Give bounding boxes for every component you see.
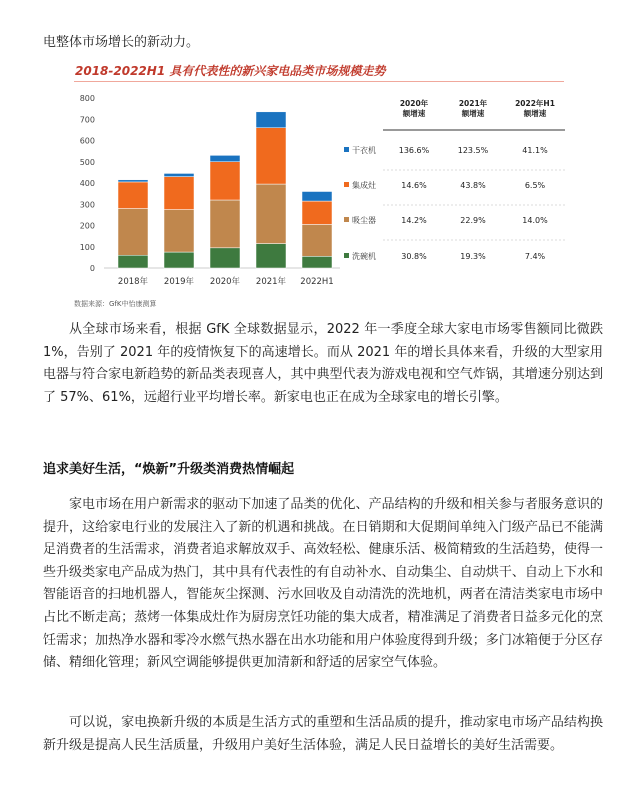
bar-吸尘器-2021年 bbox=[256, 184, 286, 244]
table-cell: 43.8% bbox=[460, 181, 486, 190]
table-cell: 30.8% bbox=[401, 252, 427, 261]
x-tick-label: 2020年 bbox=[209, 277, 241, 287]
x-tick-label: 2022H1 bbox=[300, 277, 334, 287]
table-cell: 6.5% bbox=[524, 181, 546, 190]
table-cell: 136.6% bbox=[398, 146, 430, 155]
bar-集成灶-2020年 bbox=[210, 162, 240, 200]
x-tick-label: 2021年 bbox=[255, 277, 287, 287]
bar-集成灶-2022H1 bbox=[302, 201, 332, 224]
paragraph-upgrade-demand: 家电市场在用户新需求的驱动下加速了品类的优化、产品结构的升级和相关参与者服务意识的提升，这给家电行业的发展注入了新的机遇和挑战。在日销期和大促期间单纯入门级产品已不能满足消费者的生活需求，消费者追求解放双手、高效轻松、健康乐活、极简精致的生活趋势，使得一些升级类家电产品成为热门，其中具有代表性的有自动补水、自动集尘、自动烘干、自动上下水和智能语音的扫地机器人，智能灰尘探测、污水回收及自动清洗的洗地机，两者在清洁类家电市场中占比不断走高；蒸烤一体集成灶作为厨房烹饪功能的集大成者，精准满足了消费者日益多元化的烹饪需求；加热净水器和零冷水燃气热水器在出水功能和用户体验度得到升级；多门冰箱便于分区存储、精细化管理；新风空调能够提供更加清新和舒适的居家空气体验。 bbox=[43, 497, 603, 671]
paragraph-global-market: 从全球市场来看，根据 GfK 全球数据显示，2022 年一季度全球大家电市场零售额同比微跌 1%，告别了 2021 年的疫情恢复下的高速增长。而从 2021 年的增长具体来看，升级的大型家用电器与符合家电新趋势的新品类表现喜人，其中典型代表为游戏电视和空气炸锅，其增速分别达到了 57%、61%，远超行业平均增长率。新家电也正在成为全球家电的增长引擎。 bbox=[43, 322, 603, 405]
source-note: 数据来源：GfK中怡康测算 bbox=[74, 300, 157, 308]
intro-line: 电整体市场增长的新动力。 bbox=[43, 35, 200, 50]
table-cell: 14.6% bbox=[401, 181, 427, 190]
y-tick-label: 300 bbox=[79, 200, 95, 210]
bar-集成灶-2021年 bbox=[256, 128, 286, 184]
legend-label: 集成灶 bbox=[352, 181, 376, 190]
bar-集成灶-2019年 bbox=[164, 177, 194, 210]
bar-干衣机-2020年 bbox=[210, 155, 240, 161]
legend-label: 吸尘器 bbox=[352, 216, 376, 225]
bar-洗碗机-2019年 bbox=[164, 252, 194, 268]
table-cell: 14.2% bbox=[401, 216, 427, 225]
table-cell: 123.5% bbox=[457, 146, 489, 155]
y-tick-label: 800 bbox=[79, 94, 95, 103]
y-tick-label: 0 bbox=[89, 264, 95, 273]
table-cell: 7.4% bbox=[524, 252, 546, 261]
table-header: 2020年额增速 bbox=[399, 99, 429, 118]
legend-swatch bbox=[344, 147, 349, 152]
y-tick-label: 100 bbox=[79, 242, 95, 252]
bar-洗碗机-2020年 bbox=[210, 248, 240, 268]
x-tick-label: 2019年 bbox=[163, 277, 195, 287]
table-header: 2022年H1 额增速 bbox=[515, 99, 555, 118]
legend-swatch bbox=[344, 182, 349, 187]
bar-洗碗机-2018年 bbox=[118, 255, 148, 268]
market-size-chart bbox=[60, 88, 620, 298]
chart-title: 2018-2022H1 具有代表性的新兴家电品类市场规模走势 bbox=[75, 64, 386, 78]
y-tick-label: 700 bbox=[79, 115, 95, 125]
y-tick-label: 400 bbox=[79, 179, 95, 188]
bar-洗碗机-2021年 bbox=[256, 244, 286, 268]
bar-集成灶-2018年 bbox=[118, 182, 148, 209]
table-header: 2021年额增速 bbox=[458, 99, 488, 118]
legend-label: 洗碗机 bbox=[352, 252, 376, 261]
bar-干衣机-2018年 bbox=[118, 180, 148, 182]
bar-干衣机-2021年 bbox=[256, 112, 286, 128]
legend-label: 干衣机 bbox=[352, 146, 376, 155]
bar-干衣机-2019年 bbox=[164, 173, 194, 176]
bar-吸尘器-2020年 bbox=[210, 200, 240, 248]
paragraph-conclusion: 可以说，家电换新升级的本质是生活方式的重塑和生活品质的提升，推动家电市场产品结构换新升级是提高人民生活质量，升级用户美好生活体验，满足人民日益增长的美好生活需要。 bbox=[43, 715, 603, 753]
x-tick-label: 2018年 bbox=[117, 277, 149, 287]
table-cell: 41.1% bbox=[522, 146, 548, 155]
legend-swatch bbox=[344, 253, 349, 258]
legend-swatch bbox=[344, 217, 349, 222]
y-tick-label: 600 bbox=[79, 136, 95, 146]
bar-洗碗机-2022H1 bbox=[302, 256, 332, 268]
bar-干衣机-2022H1 bbox=[302, 192, 332, 202]
table-cell: 19.3% bbox=[460, 252, 486, 261]
y-tick-label: 200 bbox=[79, 221, 95, 231]
bar-吸尘器-2019年 bbox=[164, 210, 194, 253]
y-tick-label: 500 bbox=[79, 157, 95, 167]
table-cell: 22.9% bbox=[460, 216, 486, 225]
table-cell: 14.0% bbox=[522, 216, 548, 225]
bar-吸尘器-2022H1 bbox=[302, 224, 332, 256]
title-divider bbox=[74, 81, 564, 82]
section-heading: 追求美好生活，“焕新”升级类消费热情崛起 bbox=[43, 462, 295, 477]
bar-吸尘器-2018年 bbox=[118, 209, 148, 256]
